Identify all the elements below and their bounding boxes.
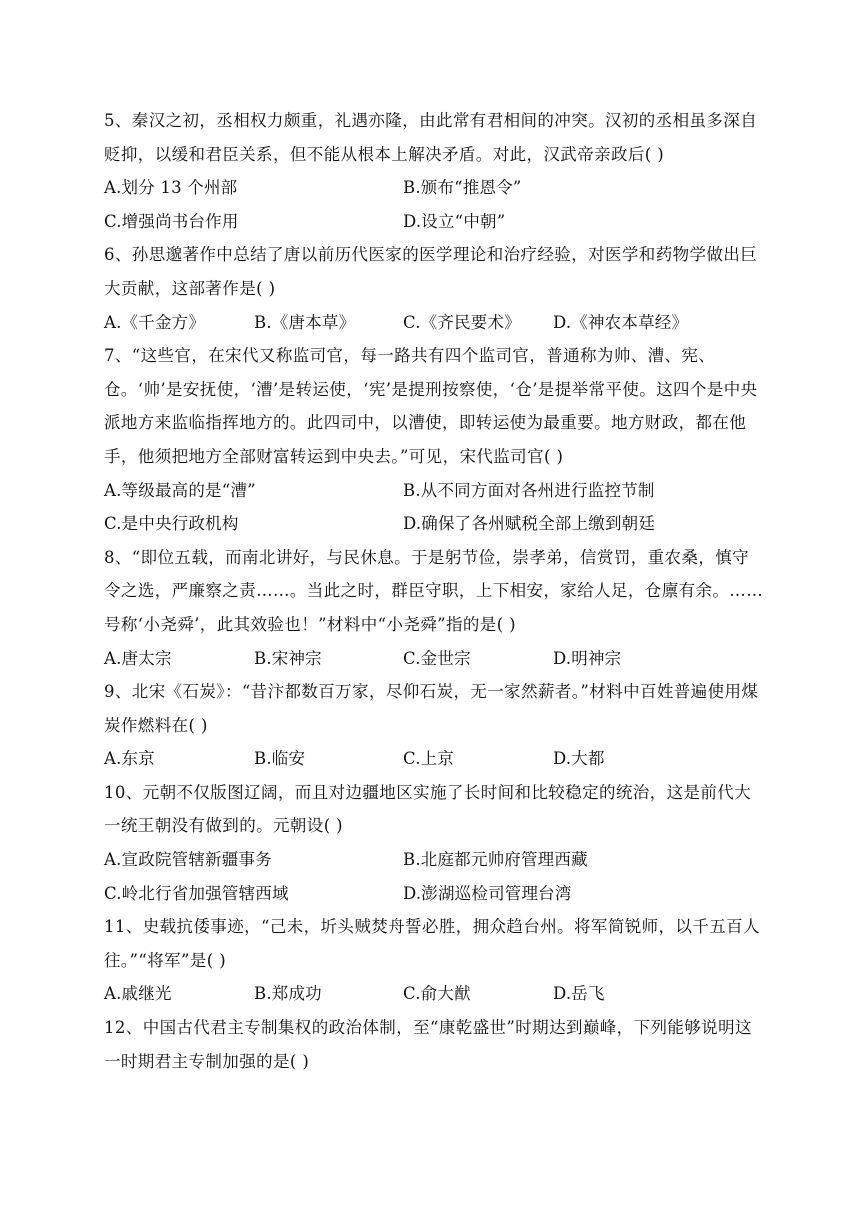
option-a: A.宣政院管辖新疆事务 [104, 850, 272, 870]
option-list [104, 742, 764, 776]
option-a: A.东京 [104, 749, 155, 769]
option-d: D.明神宗 [553, 648, 622, 668]
option-c: C.俞大猷 [403, 984, 471, 1004]
option-b: B.临安 [254, 749, 306, 769]
question-12 [104, 1011, 764, 1078]
question-stem: 10、元朝不仅版图辽阔，而且对边疆地区实施了长时间和比较稳定的统治，这是前代大一统王朝没有做到的。元朝设( ) [104, 782, 752, 836]
option-b: B.宋神宗 [254, 648, 322, 668]
option-d: D.确保了各州赋税全部上缴到朝廷 [403, 514, 656, 534]
question-stem: 9、北宋《石炭》：“昔汴都数百万家，尽仰石炭，无一家然薪者。”材料中百姓普遍使用煤炭作燃料在( ) [104, 682, 759, 735]
option-b: B.郑成功 [254, 984, 322, 1004]
question-8 [104, 541, 764, 675]
option-c: C.金世宗 [403, 648, 471, 668]
option-d: D.《神农本草经》 [553, 312, 689, 332]
option-b: B.《唐本草》 [254, 312, 356, 332]
option-c: C.《齐民要术》 [403, 312, 521, 332]
option-c: C.是中央行政机构 [104, 514, 239, 534]
option-c: C.岭北行省加强管辖西域 [104, 883, 289, 903]
question-stem: 11、史载抗倭事迹，“己未，圻头贼焚舟誓必胜，拥众趋台州。将军简锐师，以千五百人往。”“将军”是( ) [104, 917, 760, 970]
option-b: B.从不同方面对各州进行监控节制 [403, 480, 655, 500]
question-11 [104, 910, 764, 1011]
option-b: B.颁布“推恩令” [403, 178, 522, 198]
option-list [104, 843, 764, 910]
option-a: A.戚继光 [104, 984, 172, 1004]
question-7 [104, 339, 764, 541]
option-a: A.《千金方》 [104, 312, 206, 332]
option-c: C.上京 [403, 749, 455, 769]
question-stem: 6、孙思邈著作中总结了唐以前历代医家的医学理论和治疗经验，对医学和药物学做出巨大贡献，这部著作是( ) [104, 245, 758, 298]
question-stem: 8、“即位五载，而南北讲好，与民休息。于是躬节俭，崇孝弟，信赏罚，重农桑，慎守令之选，严廉察之责……。当此之时，群臣守职，上下相安，家给人足，仓廪有余。……号称‘小尧舜’，此其效验也！”材料中“小尧舜”指的是( ) [104, 547, 764, 634]
option-d: D.设立“中朝” [403, 211, 506, 231]
option-d: D.岳飞 [553, 984, 605, 1004]
option-b: B.北庭都元帅府管理西藏 [403, 850, 588, 870]
question-9 [104, 675, 764, 776]
question-stem: 5、秦汉之初，丞相权力颇重，礼遇亦隆，由此常有君相间的冲突。汉初的丞相虽多深自贬抑，以缓和君臣关系，但不能从根本上解决矛盾。对此，汉武帝亲政后( ) [104, 111, 758, 164]
option-d: D.澎湖巡检司管理台湾 [403, 883, 572, 903]
option-d: D.大都 [553, 749, 605, 769]
option-list [104, 171, 764, 238]
question-6 [104, 238, 764, 339]
option-a: A.划分 13 个州部 [104, 178, 238, 198]
question-5 [104, 104, 764, 238]
option-list [104, 474, 764, 541]
question-10 [104, 776, 764, 910]
option-a: A.等级最高的是“漕” [104, 480, 256, 500]
option-a: A.唐太宗 [104, 648, 172, 668]
question-stem: 7、“这些官，在宋代又称监司官，每一路共有四个监司官，普通称为帅、漕、宪、仓。‘帅’是安抚使，‘漕’是转运使，‘宪’是提刑按察使，‘仓’是提举常平使。这四个是中央派地方来监临指挥地方的。此四司中，以漕使，即转运使为最重要。地方财政，都在他手，他须把地方全部财富转运到中央去。”可见，宋代监司官( ) [104, 346, 758, 466]
option-list [104, 977, 764, 1011]
option-list [104, 642, 764, 676]
option-list [104, 306, 764, 340]
question-stem: 12、中国古代君主专制集权的政治体制，至“康乾盛世”时期达到巅峰，下列能够说明这一时期君主专制加强的是( ) [104, 1018, 752, 1071]
option-c: C.增强尚书台作用 [104, 211, 239, 231]
